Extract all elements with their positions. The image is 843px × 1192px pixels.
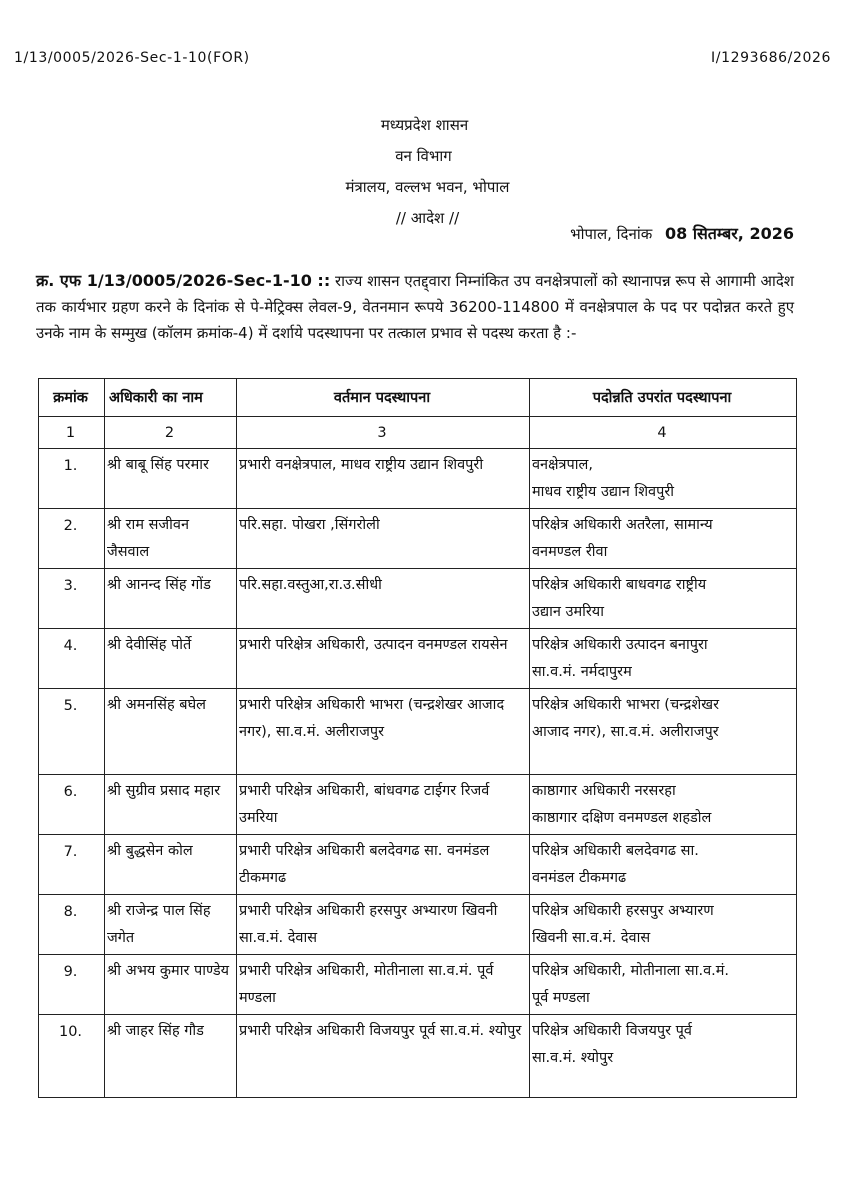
new-posting-cell [530, 689, 797, 775]
officer-name-cell: श्री बुद्धसेन कोल [105, 835, 237, 895]
officer-name-cell: श्री सुग्रीव प्रसाद महार [105, 775, 237, 835]
current-posting-cell: प्रभारी परिक्षेत्र अधिकारी, उत्पादन वनमण्डल रायसेन [237, 629, 530, 689]
header-current-posting: वर्तमान पदस्थापना [237, 379, 530, 417]
new-posting-line: परिक्षेत्र अधिकारी, मोतीनाला सा.व.मं. [532, 963, 730, 979]
new-posting-cell [530, 895, 797, 955]
table-row [39, 895, 797, 955]
promotion-table [38, 378, 797, 1098]
column-number: 2 [105, 417, 237, 449]
header-new-posting: पदोन्नति उपरांत पदस्थापना [530, 379, 797, 417]
table-row [39, 955, 797, 1015]
serial-cell: 6. [39, 775, 105, 835]
serial-cell: 8. [39, 895, 105, 955]
order-title: // आदेश // [395, 209, 460, 227]
new-posting-line: परिक्षेत्र अधिकारी भाभरा (चन्द्रशेखर [532, 697, 720, 713]
current-posting-cell: प्रभारी परिक्षेत्र अधिकारी भाभरा (चन्द्रशेखर आजाद नगर), सा.व.मं. अलीराजपुर [237, 689, 530, 775]
new-posting-line: खिवनी सा.व.मं. देवास [532, 930, 651, 946]
officer-name-cell: श्री राम सजीवन जैसवाल [105, 509, 237, 569]
serial-cell: 5. [39, 689, 105, 775]
officer-name-cell: श्री बाबू सिंह परमार [105, 449, 237, 509]
table-row [39, 775, 797, 835]
new-posting-line: परिक्षेत्र अधिकारी हरसपुर अभ्यारण [532, 903, 714, 919]
current-posting-cell: प्रभारी परिक्षेत्र अधिकारी बलदेवगढ सा. वनमंडल टीकमगढ [237, 835, 530, 895]
new-posting-cell [530, 509, 797, 569]
new-posting-line: परिक्षेत्र अधिकारी विजयपुर पूर्व [532, 1023, 692, 1039]
new-posting-line: काष्ठागार अधिकारी नरसरहा [532, 783, 676, 799]
officer-name-cell: श्री अमनसिंह बघेल [105, 689, 237, 775]
new-posting-line: वनक्षेत्रपाल, [532, 457, 593, 473]
new-posting-line: आजाद नगर), सा.व.मं. अलीराजपुर [532, 724, 719, 740]
officer-name-cell: श्री अभय कुमार पाण्डेय [105, 955, 237, 1015]
serial-cell: 3. [39, 569, 105, 629]
table-row [39, 1015, 797, 1098]
officer-name-cell: श्री देवीसिंह पोर्ते [105, 629, 237, 689]
header-officer-name: अधिकारी का नाम [105, 379, 237, 417]
current-posting-cell: प्रभारी परिक्षेत्र अधिकारी हरसपुर अभ्यारण खिवनी सा.व.मं. देवास [237, 895, 530, 955]
column-number: 4 [530, 417, 797, 449]
current-posting-cell: परि.सहा.वस्तुआ,रा.उ.सीधी [237, 569, 530, 629]
new-posting-line: परिक्षेत्र अधिकारी बाधवगढ राष्ट्रीय [532, 577, 707, 593]
column-number: 3 [237, 417, 530, 449]
new-posting-line: उद्यान उमरिया [532, 604, 604, 620]
new-posting-line: सा.व.मं. नर्मदापुरम [532, 664, 632, 680]
file-number: 1/13/0005/2026-Sec-1-10(FOR) [14, 50, 250, 66]
new-posting-line: परिक्षेत्र अधिकारी अतरैला, सामान्य [532, 517, 713, 533]
table-row [39, 835, 797, 895]
serial-cell: 10. [39, 1015, 105, 1098]
order-heading [0, 110, 843, 234]
receipt-number: I/1293686/2026 [711, 50, 831, 66]
table-header-row [39, 379, 797, 417]
table-row [39, 629, 797, 689]
current-posting-cell: प्रभारी परिक्षेत्र अधिकारी, बांधवगढ टाईगर रिजर्व उमरिया [237, 775, 530, 835]
serial-cell: 2. [39, 509, 105, 569]
current-posting-cell: प्रभारी परिक्षेत्र अधिकारी, मोतीनाला सा.व.मं. पूर्व मण्डला [237, 955, 530, 1015]
new-posting-cell [530, 569, 797, 629]
new-posting-line: परिक्षेत्र अधिकारी बलदेवगढ सा. [532, 843, 699, 859]
order-paragraph [36, 268, 794, 346]
new-posting-cell [530, 629, 797, 689]
current-posting-cell: प्रभारी वनक्षेत्रपाल, माधव राष्ट्रीय उद्यान शिवपुरी [237, 449, 530, 509]
new-posting-line: परिक्षेत्र अधिकारी उत्पादन बनापुरा [532, 637, 708, 653]
new-posting-cell [530, 1015, 797, 1098]
order-text: राज्य शासन एतद्द्वारा निम्नांकित उप वनक्षेत्रपालों को स्थानापन्न रूप से आगामी आदेश तक कार्यभार ग्रहण करने के दिनांक से पे-मेट्रिक्स लेवल-9, वेतनमान रूपये 36200-114800 में वनक्षेत्रपाल के पद पर पदोन्नत करते हुए उनके नाम के सम्मुख (कॉलम क्रमांक-4) में दर्शाये पदस्थापना पर तत्काल प्रभाव से पदस्थ करता है :- [36, 272, 794, 342]
current-posting-cell: परि.सहा. पोखरा ,सिंगरोली [237, 509, 530, 569]
table-row [39, 569, 797, 629]
serial-cell: 9. [39, 955, 105, 1015]
ministry-address: मंत्रालय, वल्लभ भवन, भोपाल [345, 178, 510, 196]
officer-name-cell: श्री जाहर सिंह गौड [105, 1015, 237, 1098]
new-posting-line: सा.व.मं. श्योपुर [532, 1050, 614, 1066]
department-name: वन विभाग [395, 147, 452, 165]
current-posting-cell: प्रभारी परिक्षेत्र अधिकारी विजयपुर पूर्व सा.व.मं. श्योपुर [237, 1015, 530, 1098]
new-posting-line: वनमंडल टीकमगढ [532, 870, 627, 886]
new-posting-line: पूर्व मण्डला [532, 990, 590, 1006]
government-name: मध्यप्रदेश शासन [380, 116, 469, 134]
serial-cell: 7. [39, 835, 105, 895]
table-row [39, 509, 797, 569]
order-reference: क्र. एफ 1/13/0005/2026-Sec-1-10 :: [36, 271, 331, 290]
new-posting-cell [530, 775, 797, 835]
serial-cell: 1. [39, 449, 105, 509]
column-number-row [39, 417, 797, 449]
new-posting-cell [530, 955, 797, 1015]
date-prefix: भोपाल, दिनांक [570, 225, 653, 243]
new-posting-line: वनमण्डल रीवा [532, 544, 608, 560]
order-date: 08 सितम्बर, 2026 [665, 224, 794, 243]
officer-name-cell: श्री आनन्द सिंह गोंड [105, 569, 237, 629]
officer-name-cell: श्री राजेन्द्र पाल सिंह जगेत [105, 895, 237, 955]
order-date-line [570, 222, 794, 244]
new-posting-cell [530, 449, 797, 509]
new-posting-line: काष्ठागार दक्षिण वनमण्डल शहडोल [532, 810, 712, 826]
table-row [39, 449, 797, 509]
table-row [39, 689, 797, 775]
serial-cell: 4. [39, 629, 105, 689]
new-posting-cell [530, 835, 797, 895]
header-serial: क्रमांक [39, 379, 105, 417]
column-number: 1 [39, 417, 105, 449]
new-posting-line: माधव राष्ट्रीय उद्यान शिवपुरी [532, 484, 675, 500]
